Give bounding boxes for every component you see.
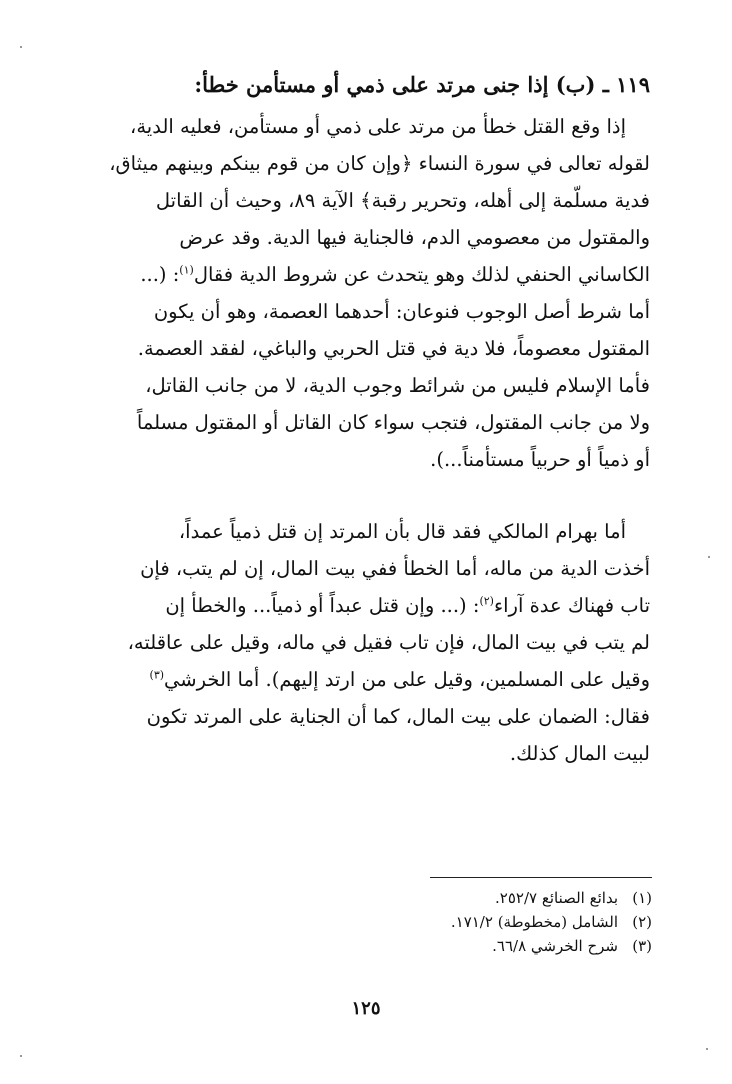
- text-span: : (...: [140, 263, 180, 286]
- text-line: المقتول معصوماً، فلا دية في قتل الحربي والباغي، لفقد العصمة.: [137, 337, 650, 360]
- paragraph-2: [127, 513, 650, 772]
- scan-speck: [708, 556, 710, 558]
- text-line: لبيت المال كذلك.: [509, 742, 650, 765]
- text-line: والمقتول من معصومي الدم، فالجناية فيها الدية. وقد عرض: [179, 226, 650, 249]
- footnote-3: [352, 934, 652, 958]
- section-heading: ١١٩ ـ (ب) إذا جنى مرتد على ذمي أو مستأمن خطأ:: [194, 72, 650, 97]
- footnote-text: بدائع الصنائع ٢٥٢/٧.: [495, 889, 618, 907]
- footnote-ref-1[interactable]: (١): [179, 263, 194, 277]
- footnote-number: (١): [632, 889, 652, 907]
- text-span: : (... وإن قتل عبداً أو ذمياً... والخطأ إن: [165, 594, 480, 617]
- footnote-text: الشامل (مخطوطة) ١٧١/٢.: [450, 913, 618, 931]
- footnote-ref-2[interactable]: (٢): [479, 594, 494, 608]
- paragraph-1: [109, 108, 650, 478]
- text-line: فدية مسلّمة إلى أهله، وتحرير رقبة﴾ الآية ٨٩، وحيث أن القاتل: [155, 189, 650, 212]
- page-number: ١٢٥: [351, 998, 381, 1019]
- text-line: أخذت الدية من ماله، أما الخطأ ففي بيت المال، إن لم يتب، فإن: [140, 557, 650, 580]
- footnote-text: شرح الخرشي ٦٦/٨.: [492, 937, 618, 955]
- text-line: فقال: الضمان على بيت المال، كما أن الجناية على المرتد تكون: [146, 705, 650, 728]
- text-line: أما شرط أصل الوجوب فنوعان: أحدهما العصمة، وهو أن يكون: [153, 300, 650, 323]
- text-line: [138, 661, 650, 698]
- text-span: تاب فهناك عدة آراء: [493, 594, 650, 617]
- text-line: أما بهرام المالكي فقد قال بأن المرتد إن قتل ذمياً عمداً،: [178, 520, 626, 543]
- footnote-number: (٣): [632, 937, 652, 955]
- text-line: [138, 587, 650, 624]
- text-span: الكاساني الحنفي لذلك وهو يتحدث عن شروط الدية فقال: [193, 263, 650, 286]
- scan-speck: [20, 46, 22, 48]
- text-line: فأما الإسلام فليس من شرائط وجوب الدية، لا من جانب القاتل،: [145, 374, 650, 397]
- footnote-1: [352, 886, 652, 910]
- text-line: أو ذمياً أو حربياً مستأمناً...).: [430, 448, 650, 471]
- footnote-ref-3[interactable]: (٣): [149, 668, 165, 682]
- text-line: ولا من جانب المقتول، فتجب سواء كان القاتل أو المقتول مسلماً: [136, 411, 650, 434]
- scan-speck: [706, 1048, 708, 1050]
- text-line: لقوله تعالى في سورة النساء ﴿وإن كان من قوم بينكم وبينهم ميثاق،: [109, 152, 650, 175]
- footnote-separator: [430, 877, 652, 878]
- text-line: إذا وقع القتل خطأ من مرتد على ذمي أو مستأمن، فعليه الدية،: [130, 115, 626, 138]
- footnote-number: (٢): [632, 913, 652, 931]
- footnote-2: [352, 910, 652, 934]
- scan-speck: [20, 1055, 22, 1057]
- footnotes: [352, 886, 652, 958]
- text-span: وقيل على المسلمين، وقيل على من ارتد إليهم). أما الخرشي: [164, 668, 650, 691]
- text-line: [138, 256, 650, 293]
- text-line: لم يتب في بيت المال، فإن تاب فقيل في ماله، وقيل على عاقلته،: [127, 631, 650, 654]
